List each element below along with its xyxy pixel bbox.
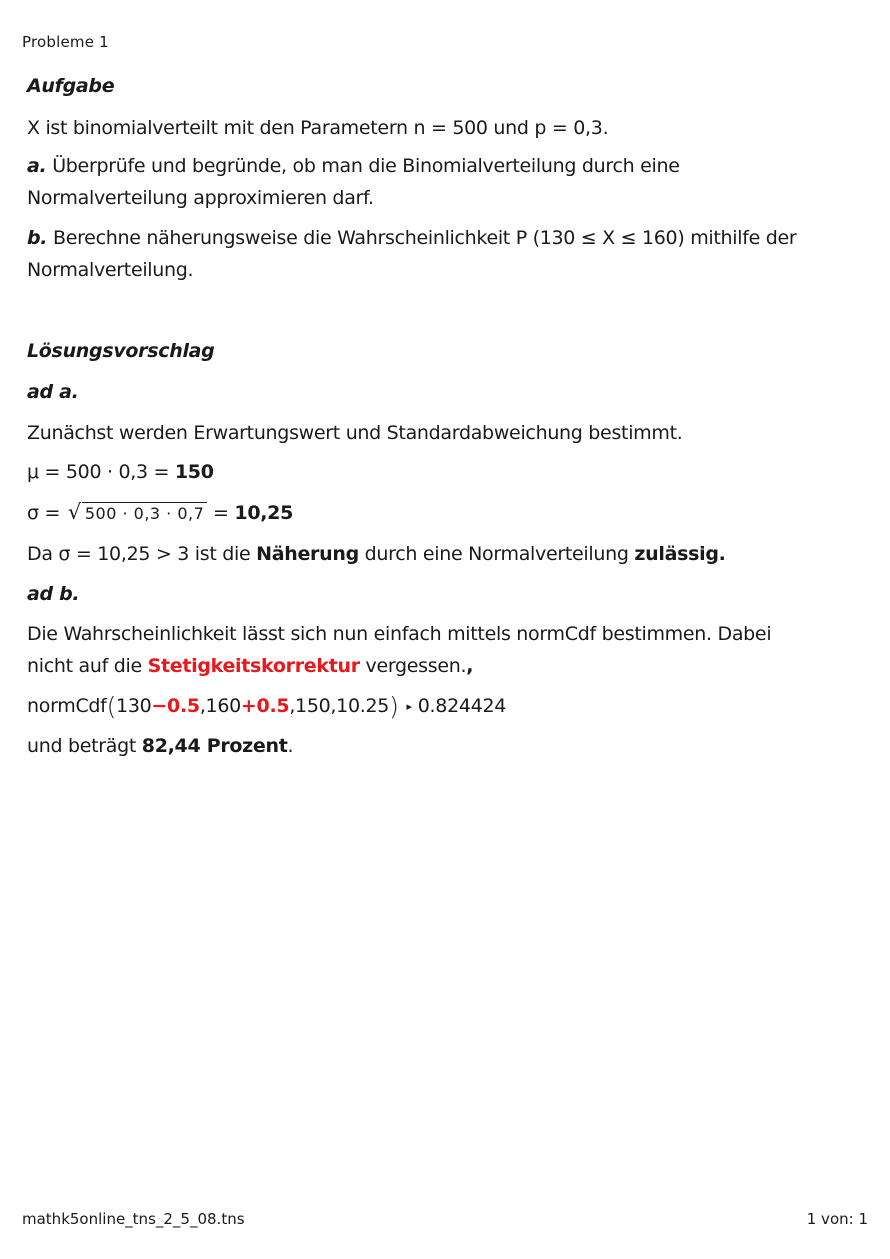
calc-open-paren: ( (106, 692, 117, 721)
calc-arg1: 130 (116, 695, 152, 717)
solution-text-line1: Die Wahrscheinlichkeit lässt sich nun einfach mittels normCdf bestimmen. Dabei (27, 623, 772, 645)
sigma-equation (27, 502, 293, 524)
solution-intro: Zunächst werden Erwartungswert und Standardabweichung bestimmt. (27, 422, 683, 444)
final-line (27, 735, 293, 757)
conclusion-line (27, 543, 726, 565)
task-a-line2: Normalverteilung approximieren darf. (27, 187, 374, 209)
calc-close-paren: ) (389, 692, 399, 721)
radical-sign-icon: √ (67, 500, 81, 524)
continuity-correction-highlight: Stetigkeitskorrektur (147, 655, 360, 677)
footer-page-number: 1 von: 1 (806, 1210, 868, 1228)
task-b-text: Berechne näherungsweise die Wahrscheinlichkeit P (130 ≤ X ≤ 160) mithilfe der (47, 227, 797, 249)
sigma-equals: = (207, 502, 235, 524)
footer-filename: mathk5online_tns_2_5_08.tns (22, 1210, 245, 1228)
calc-correction-minus: −0.5 (151, 695, 200, 717)
final-post: . (287, 735, 294, 757)
task-b-line1 (27, 227, 796, 249)
final-result: 82,44 Prozent (141, 735, 288, 757)
task-b-line2: Normalverteilung. (27, 259, 194, 281)
mu-result: 150 (174, 461, 214, 483)
task-heading: Aufgabe (27, 75, 115, 97)
sigma-radicand: 500 · 0,3 · 0,7 (82, 502, 207, 523)
conclusion-bold2: zulässig. (634, 543, 726, 565)
calc-arg2: ,160 (199, 695, 241, 717)
task-b-label: b. (27, 227, 48, 249)
conclusion-pre: Da σ = 10,25 > 3 ist die (27, 543, 257, 565)
calc-result: 0.824424 (417, 695, 507, 717)
mu-expression: μ = 500 · 0,3 = (27, 461, 175, 483)
text-line2-comma: , (466, 655, 474, 677)
calc-func: normCdf (27, 695, 107, 717)
solution-ad-b: ad b. (27, 583, 80, 605)
calc-correction-plus: +0.5 (240, 695, 290, 717)
conclusion-bold1: Näherung (256, 543, 359, 565)
conclusion-mid: durch eine Normalverteilung (358, 543, 635, 565)
calc-rest: ,150,10.25 (289, 695, 390, 717)
sigma-result: 10,25 (234, 502, 294, 524)
square-root (68, 502, 207, 524)
text-line2-pre: nicht auf die (27, 655, 148, 677)
normcdf-calculation (27, 692, 506, 721)
task-a-label: a. (27, 155, 47, 177)
result-arrow-icon: ▸ (406, 700, 412, 713)
task-a-text: Überprüfe und begründe, ob man die Binomialverteilung durch eine (46, 155, 680, 177)
task-a-line1 (27, 155, 680, 177)
solution-ad-a: ad a. (27, 381, 79, 403)
document-header: Probleme 1 (22, 33, 109, 51)
task-intro: X ist binomialverteilt mit den Parametern n = 500 und p = 0,3. (27, 117, 609, 139)
solution-text-line2 (27, 655, 473, 677)
final-pre: und beträgt (27, 735, 142, 757)
text-line2-post: vergessen. (359, 655, 467, 677)
solution-heading: Lösungsvorschlag (27, 340, 215, 362)
sigma-lhs: σ = (27, 502, 66, 524)
mu-equation (27, 461, 214, 483)
